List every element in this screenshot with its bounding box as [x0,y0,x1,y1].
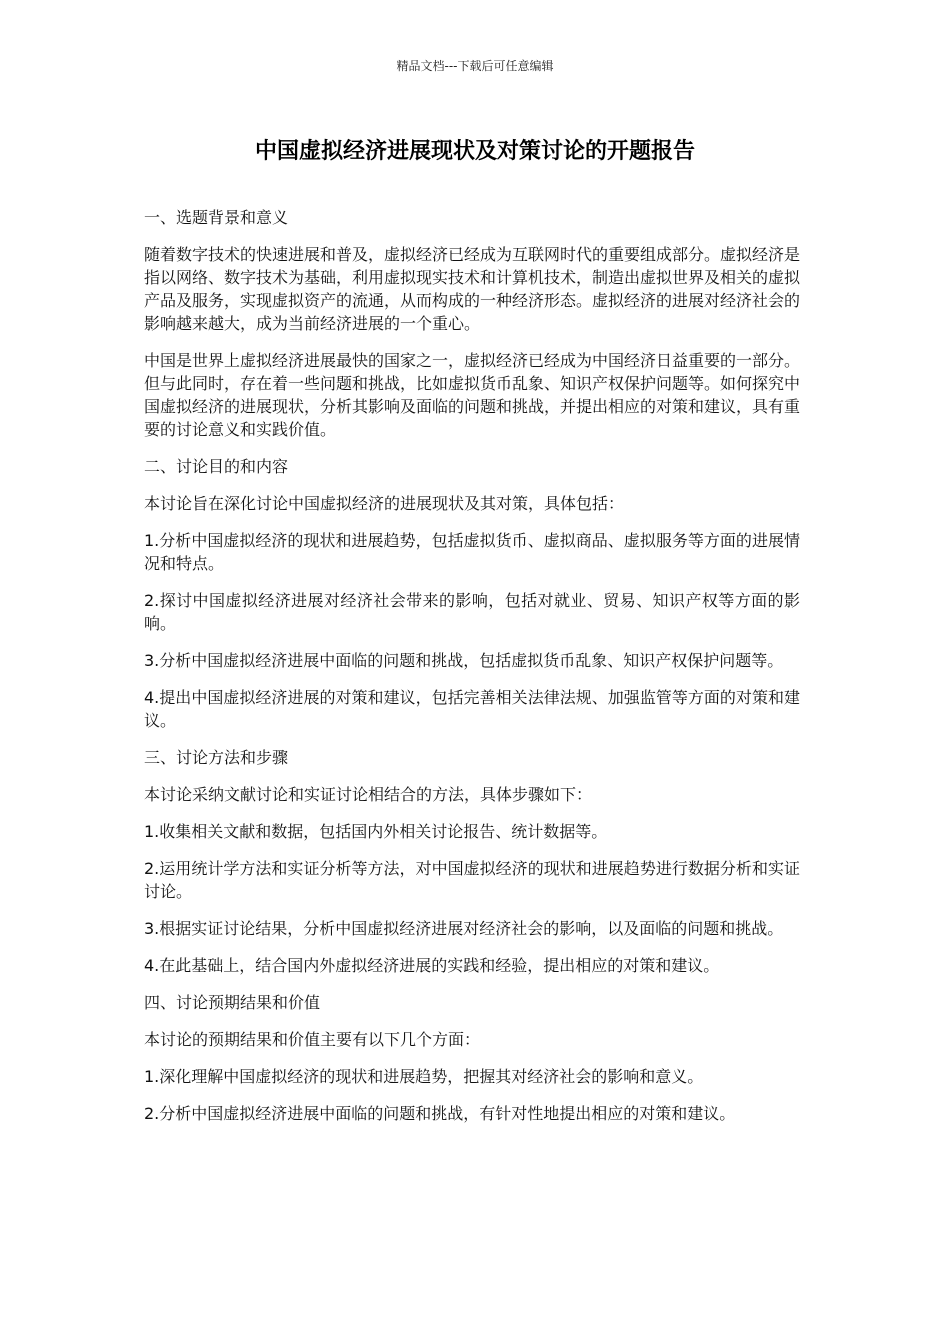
document-title: 中国虚拟经济进展现状及对策讨论的开题报告 [254,139,695,164]
list-item-purpose-2: 2.探讨中国虚拟经济进展对经济社会带来的影响，包括对就业、贸易、知识产权等方面的影响。 [144,591,800,633]
paragraph-background-2: 中国是世界上虚拟经济进展最快的国家之一，虚拟经济已经成为中国经济日益重要的一部分。但与此同时，存在着一些问题和挑战，比如虚拟货币乱象、知识产权保护问题等。如何探究中国虚拟经济的进展现状，分析其影响及面临的问题和挑战，并提出相应的对策和建议，具有重要的讨论意义和实践价值。 [144,351,801,439]
list-item-method-3: 3.根据实证讨论结果，分析中国虚拟经济进展对经济社会的影响，以及面临的问题和挑战。 [144,919,784,938]
paragraph-purpose-intro: 本讨论旨在深化讨论中国虚拟经济的进展现状及其对策，具体包括： [144,494,625,513]
paragraph-method-intro: 本讨论采纳文献讨论和实证讨论相结合的方法，具体步骤如下： [144,785,593,804]
section-heading-purpose: 二、讨论目的和内容 [144,457,289,476]
section-heading-results: 四、讨论预期结果和价值 [144,993,321,1012]
list-item-method-2: 2.运用统计学方法和实证分析等方法，对中国虚拟经济的现状和进展趋势进行数据分析和实证讨论。 [144,859,800,901]
list-item-method-1: 1.收集相关文献和数据，包括国内外相关讨论报告、统计数据等。 [144,822,608,841]
list-item-results-1: 1.深化理解中国虚拟经济的现状和进展趋势，把握其对经济社会的影响和意义。 [144,1067,704,1086]
list-item-method-4: 4.在此基础上，结合国内外虚拟经济进展的实践和经验，提出相应的对策和建议。 [144,956,720,975]
paragraph-background-1: 随着数字技术的快速进展和普及，虚拟经济已经成为互联网时代的重要组成部分。虚拟经济是指以网络、数字技术为基础，利用虚拟现实技术和计算机技术，制造出虚拟世界及相关的虚拟产品及服务，实现虚拟资产的流通，从而构成的一种经济形态。虚拟经济的进展对经济社会的影响越来越大，成为当前经济进展的一个重心。 [144,245,801,333]
list-item-results-2: 2.分析中国虚拟经济进展中面临的问题和挑战，有针对性地提出相应的对策和建议。 [144,1104,736,1123]
list-item-purpose-1: 1.分析中国虚拟经济的现状和进展趋势，包括虚拟货币、虚拟商品、虚拟服务等方面的进展情况和特点。 [144,531,800,573]
section-heading-method: 三、讨论方法和步骤 [144,748,289,767]
document-body [144,206,800,1139]
list-item-purpose-4: 4.提出中国虚拟经济进展的对策和建议，包括完善相关法律法规、加强监管等方面的对策和建议。 [144,688,800,730]
section-heading-background: 一、选题背景和意义 [144,208,289,227]
header-note: 精品文档---下载后可任意编辑 [396,59,554,73]
paragraph-results-intro: 本讨论的预期结果和价值主要有以下几个方面： [144,1030,481,1049]
list-item-purpose-3: 3.分析中国虚拟经济进展中面临的问题和挑战，包括虚拟货币乱象、知识产权保护问题等。 [144,651,784,670]
